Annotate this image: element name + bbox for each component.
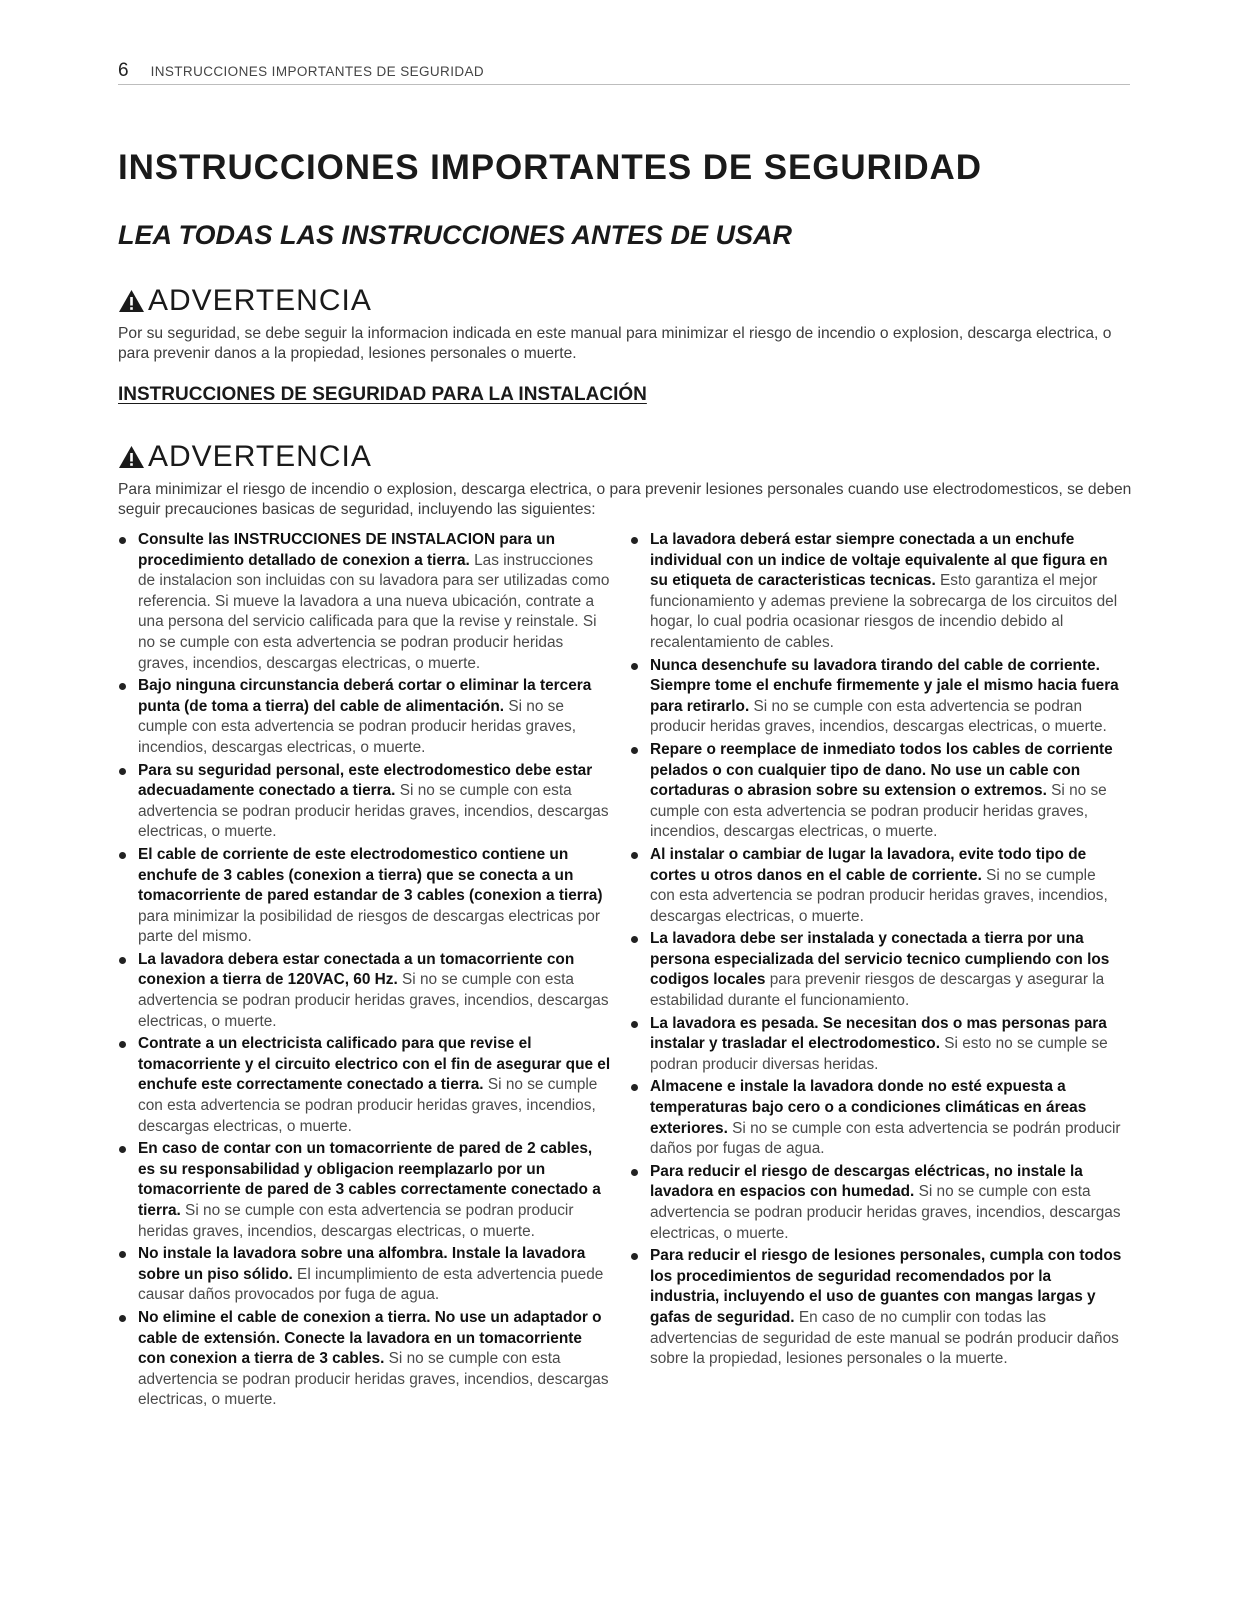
warning-text: Para minimizar el riesgo de incendio o explosion, descarga electrica, o para prevenir lesiones personales cuando use electrodomesticos, se deben seguir precauciones basicas de seguridad, incluyendo las siguientes: [118,481,1132,518]
safety-item [118,676,613,758]
bullet-icon [119,537,126,544]
safety-item-emphasis: Nunca desenchufe su lavadora tirando del cable de corriente. Siempre tome el enchufe firmemente y jale el mismo hacia fuera para retirarlo. [650,656,1119,715]
safety-item-text: para prevenir riesgos de descargas y asegurar la estabilidad durante el funcionamiento. [650,971,1105,1010]
safety-item-text: Si no se cumple con esta advertencia se podrán producir daños por fugas de agua. [650,1119,1121,1158]
safety-item-text: Si no se cumple con esta advertencia se podran producir heridas graves, incendios, descargas electricas, o muerte. [650,1183,1121,1242]
section-heading: INSTRUCCIONES DE SEGURIDAD PARA LA INSTALACIÓN [118,384,647,405]
bullet-icon [631,537,638,544]
bullet-icon [631,852,638,859]
safety-item-emphasis: Repare o reemplace de inmediato todos los cables de corriente pelados o con cualquier tipo de dano. No use un cable con cortaduras o abrasion sobre su extension o extremos. [650,740,1113,800]
safety-item-text: Si no se cumple con esta advertencia se podran producir heridas graves, incendios, descargas electricas, o muerte. [138,1350,609,1409]
safety-item-text: Las instrucciones de instalacion son incluidas con su lavadora para ser utilizadas como referencia. Si mueve la lavadora a una nueva ubicación, contrate a una persona del servicio calificada para que la revise y reinstale. Si no se cumple con esta advertencia se podran producir heridas graves, incendios, descargas electricas, o muerte. [138,551,610,672]
safety-item-emphasis: La lavadora debera estar conectada a un tomacorriente con conexion a tierra de 120VAC, 60 Hz. [138,950,575,989]
bullet-icon [631,1169,638,1176]
warning-triangle-icon [118,445,145,469]
page-title: INSTRUCCIONES IMPORTANTES DE SEGURIDAD [118,148,982,187]
safety-item-text: El incumplimiento de esta advertencia puede causar daños provocados por fuga de agua. [138,1265,604,1304]
safety-item-emphasis: Para reducir el riesgo de lesiones personales, cumpla con todos los procedimientos de seguridad recomendados por la industria, incluyendo el uso de guantes con mangas largas y gafas de seguridad. [650,1247,1122,1326]
safety-item [118,845,613,948]
bullet-icon [631,936,638,943]
safety-item [118,1244,613,1306]
bullet-icon [119,1315,126,1322]
bullet-icon [631,747,638,754]
bullet-icon [119,1251,126,1258]
warning-heading [118,440,1133,474]
safety-item-text: Si no se cumple con esta advertencia se podran producir heridas graves, incendios, descargas electricas, o muerte. [138,1076,598,1135]
safety-list-right [630,530,1122,1372]
bullet-icon [119,1146,126,1153]
running-header-title: INSTRUCCIONES IMPORTANTES DE SEGURIDAD [150,64,485,79]
warning-block-general [118,284,1133,364]
safety-item [118,950,613,1032]
safety-item-text: Si no se cumple con esta advertencia se podran producir heridas graves, incendios, descargas electricas, o muerte. [650,697,1107,736]
bullet-icon [119,1041,126,1048]
safety-item-emphasis: No elimine el cable de conexion a tierra. No use un adaptador o cable de extensión. Conecte la lavadora en un tomacorriente con conexion a tierra de 3 cables. [138,1308,602,1368]
safety-item-emphasis: Consulte las INSTRUCCIONES DE INSTALACION para un procedimiento detallado de conexion a tierra. [138,531,556,569]
safety-item-text: Si no se cumple con esta advertencia se podran producir heridas graves, incendios, descargas electricas, o muerte. [650,782,1107,841]
safety-item-text: Si no se cumple con esta advertencia se podran producir heridas graves, incendios, descargas electricas, o muerte. [138,697,577,756]
safety-item [118,1034,613,1137]
bullet-icon [119,957,126,964]
bullet-icon [119,768,126,775]
safety-item-text: Si esto no se cumple se podran producir diversas heridas. [650,1035,1108,1073]
safety-item-emphasis: El cable de corriente de este electrodomestico contiene un enchufe de 3 cables (conexion a tierra) que se conecta a un tomacorriente de pared estandar de 3 cables (conexion a tierra) [138,845,603,905]
bullet-icon [631,663,638,670]
safety-item-emphasis: Al instalar o cambiar de lugar la lavadora, evite todo tipo de cortes u otros danos en el cable de corriente. [650,845,1087,884]
safety-item-emphasis: La lavadora deberá estar siempre conectada a un enchufe individual con un indice de voltaje equivalente al que figura en su etiqueta de caracteristicas tecnicas. [650,531,1108,590]
safety-item-text: para minimizar la posibilidad de riesgos de descargas electricas por parte del mismo. [138,907,600,946]
safety-item [630,929,1122,1011]
safety-item-emphasis: No instale la lavadora sobre una alfombra. Instale la lavadora sobre un piso sólido. [138,1245,586,1283]
safety-item-text: En caso de no cumplir con todas las advertencias de seguridad de este manual se podrán producir daños sobre la propiedad, lesiones personales o la muerte. [650,1308,1119,1368]
safety-item-text: Si no se cumple con esta advertencia se podran producir heridas graves, incendios, descargas electricas, o muerte. [650,866,1108,925]
safety-item [118,1308,613,1411]
safety-item [118,530,613,674]
warning-triangle-icon [118,289,145,313]
warning-title: ADVERTENCIA [148,440,372,473]
safety-item [630,1162,1122,1244]
page-subtitle: LEA TODAS LAS INSTRUCCIONES ANTES DE USAR [118,220,793,250]
safety-item [630,1014,1122,1076]
page-number: 6 [118,60,129,81]
safety-item-text: Esto garantiza el mejor funcionamiento y ademas previene la sobrecarga de los circuitos del hogar, lo cual podria ocasionar riesgos de incendio debido al recalentamiento de cables. [650,572,1118,651]
safety-item [630,1077,1122,1159]
safety-item [630,530,1122,654]
safety-item-text: Si no se cumple con esta advertencia se podran producir heridas graves, incendios, descargas electricas, o muerte. [138,971,609,1030]
safety-item [630,656,1122,738]
safety-item [630,740,1122,843]
safety-item-emphasis: Para su seguridad personal, este electrodomestico debe estar adecuadamente conectado a tierra. [138,761,593,800]
safety-item-emphasis: La lavadora es pesada. Se necesitan dos o mas personas para instalar y trasladar el electrodomestico. [650,1014,1107,1053]
running-header [118,60,1130,85]
safety-item-emphasis: Contrate a un electricista calificado para que revise el tomacorriente y el circuito electrico con el fin de asegurar que el enchufe este correctamente conectado a tierra. [138,1035,611,1094]
safety-item [118,761,613,843]
safety-item-emphasis: La lavadora debe ser instalada y conectada a tierra por una persona especializada del servicio tecnico cumpliendo con los codigos locales [650,930,1110,989]
bullet-icon [119,852,126,859]
bullet-icon [119,683,126,690]
safety-item [630,1246,1122,1370]
warning-block-installation [118,440,1133,520]
safety-item-emphasis: Almacene e instale la lavadora donde no esté expuesta a temperaturas bajo cero o a condiciones climáticas en áreas exteriores. [650,1078,1087,1137]
warning-title: ADVERTENCIA [148,284,372,317]
safety-item-emphasis: En caso de contar con un tomacorriente de pared de 2 cables, es su responsabilidad y obligacion reemplazarlo por un tomacorriente de pared de 3 cables correctamente conectado a tierra. [138,1140,601,1219]
safety-list-left [118,530,613,1413]
bullet-icon [631,1253,638,1260]
bullet-icon [631,1084,638,1091]
bullet-icon [631,1021,638,1028]
warning-text: Por su seguridad, se debe seguir la informacion indicada en este manual para minimizar el riesgo de incendio o explosion, descarga electrica, o para prevenir danos a la propiedad, lesiones personales o muerte. [118,325,1112,362]
safety-item-emphasis: Bajo ninguna circunstancia deberá cortar o eliminar la tercera punta (de toma a tierra) del cable de alimentación. [138,677,592,715]
safety-item-emphasis: Para reducir el riesgo de descargas eléctricas, no instale la lavadora en espacios con humedad. [650,1162,1083,1201]
warning-heading [118,284,1133,318]
safety-item-text: Si no se cumple con esta advertencia se podran producir heridas graves, incendios, descargas electricas, o muerte. [138,782,609,841]
safety-item-text: Si no se cumple con esta advertencia se podran producir heridas graves, incendios, descargas electricas, o muerte. [138,1202,574,1240]
safety-item [118,1139,613,1242]
safety-item [630,845,1122,927]
